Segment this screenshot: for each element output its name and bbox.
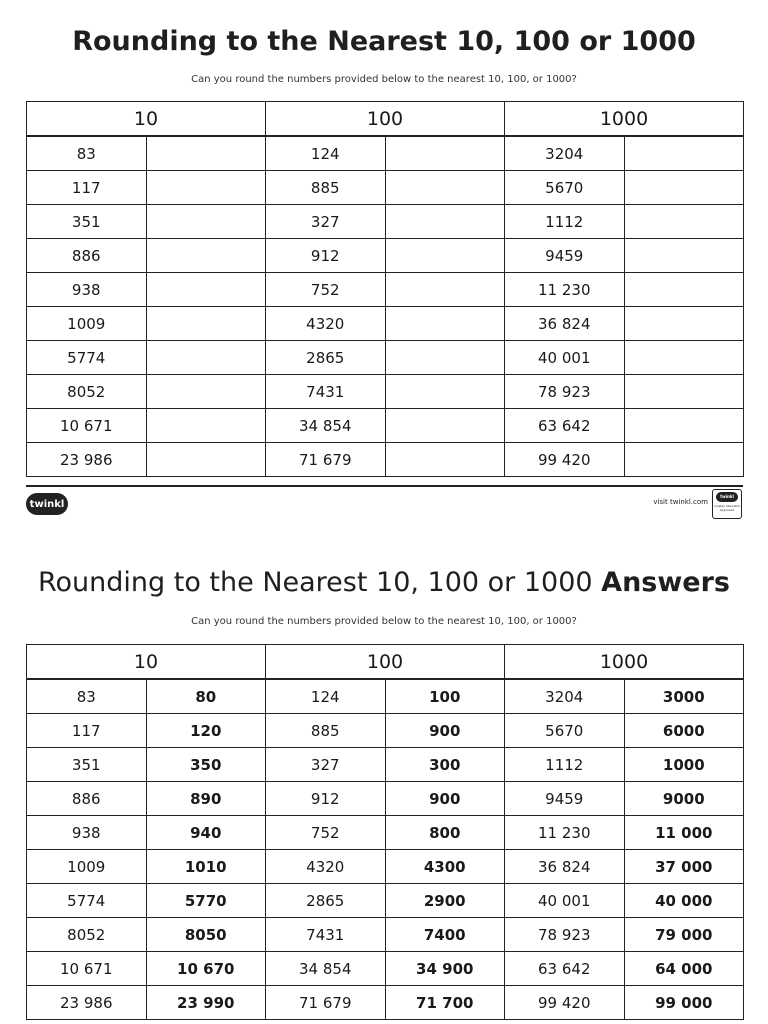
answer-cell: 100 — [385, 679, 505, 714]
number-cell: 351 — [27, 205, 147, 239]
answer-blank-cell[interactable] — [146, 136, 266, 171]
number-cell: 938 — [27, 273, 147, 307]
table-row — [27, 239, 744, 273]
answer-blank-cell[interactable] — [146, 171, 266, 205]
number-cell: 36 824 — [505, 307, 625, 341]
number-cell: 886 — [27, 782, 147, 816]
number-cell: 7431 — [266, 918, 386, 952]
number-cell: 40 001 — [505, 341, 625, 375]
quality-badge-icon — [712, 489, 742, 519]
number-cell: 351 — [27, 748, 147, 782]
number-cell: 752 — [266, 273, 386, 307]
answer-blank-cell[interactable] — [146, 273, 266, 307]
footer-divider — [26, 485, 743, 487]
answer-blank-cell[interactable] — [624, 136, 744, 171]
answer-cell: 6000 — [624, 714, 744, 748]
answer-blank-cell[interactable] — [624, 171, 744, 205]
table-row — [27, 375, 744, 409]
answer-cell: 9000 — [624, 782, 744, 816]
answer-blank-cell[interactable] — [385, 136, 505, 171]
answer-cell: 11 000 — [624, 816, 744, 850]
answer-blank-cell[interactable] — [385, 205, 505, 239]
number-cell: 117 — [27, 714, 147, 748]
number-cell: 124 — [266, 136, 386, 171]
number-cell: 23 986 — [27, 986, 147, 1020]
answer-blank-cell[interactable] — [624, 375, 744, 409]
number-cell: 34 854 — [266, 409, 386, 443]
number-cell: 36 824 — [505, 850, 625, 884]
answers-title — [0, 567, 768, 598]
answer-blank-cell[interactable] — [146, 205, 266, 239]
number-cell: 8052 — [27, 375, 147, 409]
number-cell: 71 679 — [266, 443, 386, 477]
number-cell: 4320 — [266, 850, 386, 884]
number-cell: 1112 — [505, 205, 625, 239]
answer-blank-cell[interactable] — [624, 307, 744, 341]
answer-blank-cell[interactable] — [146, 375, 266, 409]
answer-cell: 4300 — [385, 850, 505, 884]
badge-logo: twinkl — [716, 492, 738, 502]
answer-cell: 900 — [385, 714, 505, 748]
number-cell: 11 230 — [505, 816, 625, 850]
twinkl-logo: twinkl — [26, 493, 68, 515]
number-cell: 885 — [266, 171, 386, 205]
table-row — [27, 273, 744, 307]
table-row — [27, 171, 744, 205]
table-row — [27, 307, 744, 341]
answer-blank-cell[interactable] — [385, 307, 505, 341]
table-row — [27, 409, 744, 443]
answer-blank-cell[interactable] — [146, 307, 266, 341]
number-cell: 1009 — [27, 850, 147, 884]
worksheet-title: Rounding to the Nearest 10, 100 or 1000 — [72, 26, 696, 57]
number-cell: 117 — [27, 171, 147, 205]
answer-blank-cell[interactable] — [624, 341, 744, 375]
answer-blank-cell[interactable] — [385, 375, 505, 409]
number-cell: 11 230 — [505, 273, 625, 307]
table-row — [27, 679, 744, 714]
table-row — [27, 714, 744, 748]
answer-cell: 120 — [146, 714, 266, 748]
answer-cell: 300 — [385, 748, 505, 782]
table-row — [27, 884, 744, 918]
answer-cell: 7400 — [385, 918, 505, 952]
answer-cell: 800 — [385, 816, 505, 850]
answer-cell: 40 000 — [624, 884, 744, 918]
table-row — [27, 748, 744, 782]
number-cell: 10 671 — [27, 952, 147, 986]
answer-cell: 900 — [385, 782, 505, 816]
answer-cell: 1010 — [146, 850, 266, 884]
number-cell: 99 420 — [505, 443, 625, 477]
answer-blank-cell[interactable] — [385, 443, 505, 477]
answer-cell: 940 — [146, 816, 266, 850]
answers-subtitle: Can you round the numbers provided below to the nearest 10, 100, or 1000? — [191, 616, 577, 627]
number-cell: 4320 — [266, 307, 386, 341]
header-10: 10 — [27, 102, 266, 137]
badge-text: Quality Standard Approved — [714, 504, 740, 512]
table-row — [27, 952, 744, 986]
number-cell: 885 — [266, 714, 386, 748]
number-cell: 9459 — [505, 239, 625, 273]
answer-blank-cell[interactable] — [385, 239, 505, 273]
answer-cell: 8050 — [146, 918, 266, 952]
answer-cell: 79 000 — [624, 918, 744, 952]
number-cell: 83 — [27, 679, 147, 714]
number-cell: 63 642 — [505, 409, 625, 443]
answer-blank-cell[interactable] — [624, 443, 744, 477]
answer-blank-cell[interactable] — [146, 239, 266, 273]
answer-blank-cell[interactable] — [624, 409, 744, 443]
answer-blank-cell[interactable] — [385, 273, 505, 307]
number-cell: 2865 — [266, 884, 386, 918]
table-row — [27, 918, 744, 952]
number-cell: 78 923 — [505, 918, 625, 952]
answer-cell: 890 — [146, 782, 266, 816]
table-row — [27, 816, 744, 850]
answer-blank-cell[interactable] — [385, 341, 505, 375]
answer-cell: 10 670 — [146, 952, 266, 986]
number-cell: 752 — [266, 816, 386, 850]
answer-cell: 23 990 — [146, 986, 266, 1020]
answers-header-1000: 1000 — [505, 645, 744, 680]
table-row — [27, 986, 744, 1020]
number-cell: 327 — [266, 205, 386, 239]
number-cell: 99 420 — [505, 986, 625, 1020]
number-cell: 886 — [27, 239, 147, 273]
answer-cell: 34 900 — [385, 952, 505, 986]
number-cell: 71 679 — [266, 986, 386, 1020]
number-cell: 63 642 — [505, 952, 625, 986]
answer-cell: 1000 — [624, 748, 744, 782]
answer-blank-cell[interactable] — [385, 409, 505, 443]
answer-blank-cell[interactable] — [385, 171, 505, 205]
answers-title-main: Rounding to the Nearest 10, 100 or 1000 — [37, 567, 593, 598]
number-cell: 83 — [27, 136, 147, 171]
number-cell: 5670 — [505, 714, 625, 748]
visit-link[interactable]: visit twinkl.com — [653, 498, 708, 506]
number-cell: 7431 — [266, 375, 386, 409]
table-row — [27, 341, 744, 375]
answer-cell: 80 — [146, 679, 266, 714]
number-cell: 3204 — [505, 679, 625, 714]
number-cell: 2865 — [266, 341, 386, 375]
answer-cell: 64 000 — [624, 952, 744, 986]
answer-cell: 2900 — [385, 884, 505, 918]
answer-cell: 37 000 — [624, 850, 744, 884]
worksheet-table — [26, 101, 744, 477]
answers-table — [26, 644, 744, 1020]
number-cell: 3204 — [505, 136, 625, 171]
answer-cell: 350 — [146, 748, 266, 782]
answers-header-10: 10 — [27, 645, 266, 680]
number-cell: 327 — [266, 748, 386, 782]
answer-cell: 99 000 — [624, 986, 744, 1020]
number-cell: 23 986 — [27, 443, 147, 477]
answer-blank-cell[interactable] — [146, 409, 266, 443]
answer-blank-cell[interactable] — [146, 341, 266, 375]
number-cell: 9459 — [505, 782, 625, 816]
answer-blank-cell[interactable] — [624, 205, 744, 239]
number-cell: 1009 — [27, 307, 147, 341]
answers-title-suffix: Answers — [601, 567, 731, 598]
table-row — [27, 136, 744, 171]
number-cell: 124 — [266, 679, 386, 714]
number-cell: 8052 — [27, 918, 147, 952]
header-100: 100 — [266, 102, 505, 137]
number-cell: 938 — [27, 816, 147, 850]
number-cell: 10 671 — [27, 409, 147, 443]
number-cell: 5774 — [27, 341, 147, 375]
answer-blank-cell[interactable] — [146, 443, 266, 477]
answer-blank-cell[interactable] — [624, 239, 744, 273]
table-row — [27, 443, 744, 477]
table-row — [27, 850, 744, 884]
number-cell: 912 — [266, 782, 386, 816]
answer-cell: 71 700 — [385, 986, 505, 1020]
number-cell: 5774 — [27, 884, 147, 918]
worksheet-subtitle: Can you round the numbers provided below to the nearest 10, 100, or 1000? — [191, 74, 577, 85]
answer-cell: 3000 — [624, 679, 744, 714]
answer-cell: 5770 — [146, 884, 266, 918]
number-cell: 5670 — [505, 171, 625, 205]
table-row — [27, 205, 744, 239]
number-cell: 912 — [266, 239, 386, 273]
table-row — [27, 782, 744, 816]
answers-header-100: 100 — [266, 645, 505, 680]
number-cell: 40 001 — [505, 884, 625, 918]
number-cell: 78 923 — [505, 375, 625, 409]
header-1000: 1000 — [505, 102, 744, 137]
answer-blank-cell[interactable] — [624, 273, 744, 307]
number-cell: 1112 — [505, 748, 625, 782]
number-cell: 34 854 — [266, 952, 386, 986]
